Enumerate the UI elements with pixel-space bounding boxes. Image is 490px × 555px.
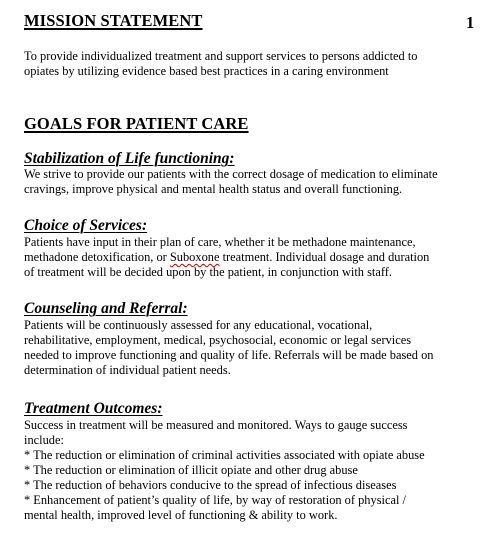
outcomes-line: include: (24, 433, 64, 447)
mission-statement-text (24, 49, 417, 79)
treatment-outcomes-heading: Treatment Outcomes: (24, 400, 163, 417)
outcomes-bullet: * The reduction of behaviors conducive to the spread of infectious diseases (24, 478, 397, 492)
goals-heading: GOALS FOR PATIENT CARE (24, 114, 249, 133)
choice-line: of treatment will be decided upon by the patient, in conjunction with staff. (24, 265, 392, 279)
choice-line-end: treatment. Individual dosage and duration (219, 250, 430, 264)
stabilization-line: We strive to provide our patients with the correct dosage of medication to eliminate (24, 167, 438, 181)
counseling-line: needed to improve functioning and quality of life. Referrals will be made based on (24, 348, 434, 362)
outcomes-line: mental health, improved level of functioning & ability to work. (24, 508, 338, 522)
counseling-referral-heading: Counseling and Referral: (24, 300, 188, 317)
mission-line: To provide individualized treatment and support services to persons addicted to (24, 49, 418, 63)
treatment-outcomes-text (24, 418, 425, 523)
outcomes-bullet: * Enhancement of patient’s quality of life, by way of restoration of physical / (24, 493, 406, 507)
stabilization-text (24, 167, 438, 197)
outcomes-bullet: * The reduction or elimination of criminal activities associated with opiate abuse (24, 448, 425, 462)
counseling-referral-text (24, 318, 433, 378)
stabilization-heading: Stabilization of Life functioning: (24, 150, 235, 167)
counseling-line: determination of individual patient needs. (24, 363, 231, 377)
choice-of-services-heading: Choice of Services: (24, 217, 148, 234)
counseling-line: rehabilitative, employment, medical, psychosocial, economic or legal services (24, 333, 412, 347)
outcomes-line: Success in treatment will be measured and monitored. Ways to gauge success (24, 418, 408, 432)
counseling-line: Patients will be continuously assessed for any educational, vocational, (24, 318, 373, 332)
choice-of-services-text (24, 235, 429, 280)
choice-line-start: methadone detoxification, or (24, 250, 170, 264)
page-number: 1 (466, 13, 475, 32)
spellcheck-flagged-word: Suboxone (169, 250, 220, 264)
choice-line: Patients have input in their plan of care, whether it be methadone maintenance, (24, 235, 416, 249)
outcomes-bullet: * The reduction or elimination of illicit opiate and other drug abuse (24, 463, 358, 477)
mission-statement-heading: MISSION STATEMENT (24, 11, 203, 30)
mission-line: opiates by utilizing evidence based best practices in a caring environment (24, 64, 389, 78)
choice-line (24, 250, 429, 265)
stabilization-line: cravings, improve physical and mental health status and overall functioning. (24, 182, 403, 196)
